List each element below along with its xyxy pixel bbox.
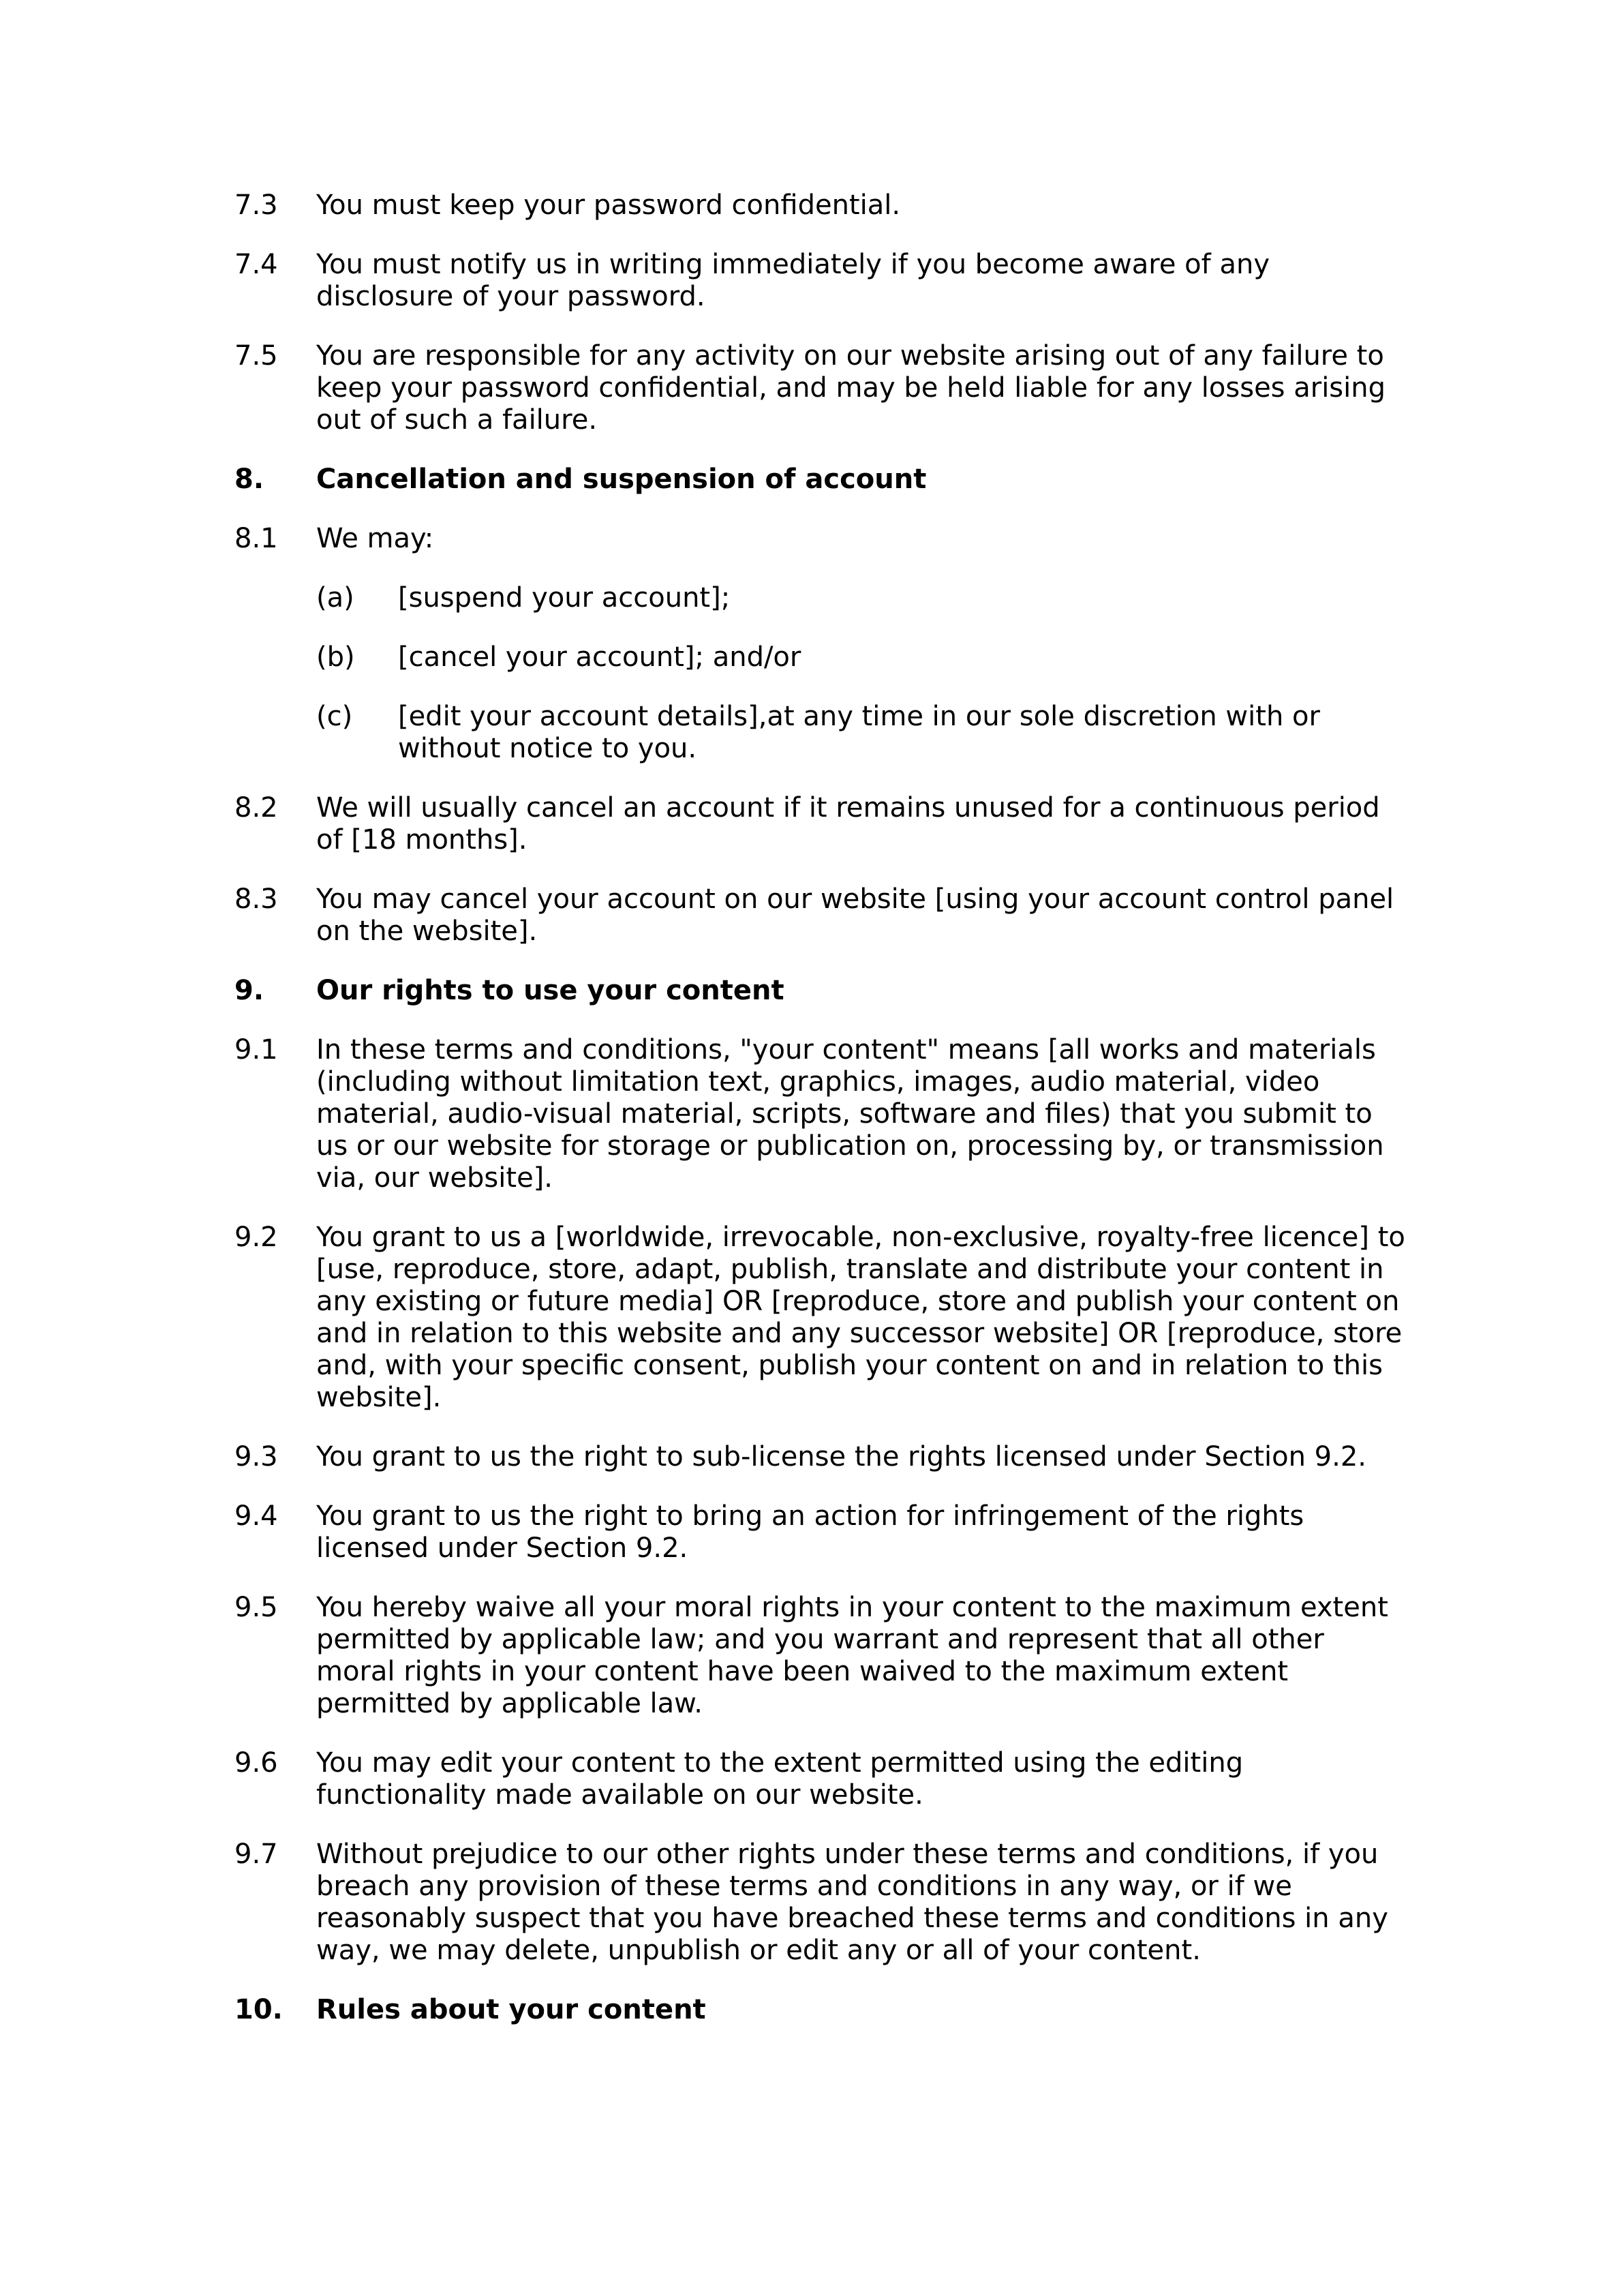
clause-number: 9.7 [234,1839,278,1870]
section-title: Rules about your content [316,1994,706,2025]
clause-9-4 [234,1500,1407,1565]
subclause-letter: (a) [316,582,354,614]
clause-number: 7.4 [234,249,278,280]
clause-text: You must keep your password confidential. [316,190,901,221]
clause-text: You are responsible for any activity on our website arising out of any failure to keep your password confidential, and may be held liable for any losses arising out of such a failure. [316,340,1386,436]
section-number: 9. [234,975,264,1006]
clause-number: 9.2 [234,1222,278,1253]
clause-number: 9.1 [234,1034,278,1066]
clause-text: You grant to us the right to bring an action for infringement of the rights licensed under Section 9.2. [316,1500,1304,1564]
clause-9-7 [234,1839,1407,1967]
document-page [234,190,1407,2053]
clause-text: You grant to us a [worldwide, irrevocable, non-exclusive, royalty-free licence] to [use, reproduce, store, adapt, publish, translate and distribute your content in any existing or future media] OR [reproduce, store and publish your content on and in relation to this website and any successor website] OR [reproduce, store and, with your specific consent, publish your content on and in relation to this website]. [316,1222,1405,1413]
clause-text: You may cancel your account on our website [using your account control panel on the website]. [316,883,1394,947]
clause-number: 8.3 [234,883,278,915]
subclause-text: [suspend your account]; [398,582,731,614]
subclause-c [316,701,1407,765]
clause-8-2 [234,792,1407,856]
clause-number: 8.2 [234,792,278,824]
section-title: Our rights to use your content [316,975,784,1006]
clause-9-2 [234,1222,1407,1414]
subclause-text: [cancel your account]; and/or [398,641,801,673]
clause-text: You grant to us the right to sub-license the rights licensed under Section 9.2. [316,1441,1366,1472]
clause-number: 7.5 [234,340,278,372]
subclause-text: [edit your account details],at any time in our sole discretion with or without notice to you. [398,701,1320,764]
subclause-letter: (b) [316,641,355,673]
subclause-letter: (c) [316,701,353,732]
subclause-a [316,582,1407,614]
section-number: 10. [234,1994,283,2025]
clause-9-6 [234,1747,1407,1811]
clause-number: 9.5 [234,1592,278,1623]
clause-9-5 [234,1592,1407,1720]
clause-7-4 [234,249,1407,313]
clause-number: 9.3 [234,1441,278,1472]
clause-number: 9.6 [234,1747,278,1779]
clause-9-3 [234,1441,1407,1473]
clause-number: 8.1 [234,523,278,554]
section-number: 8. [234,464,264,495]
section-heading-8 [234,464,1407,496]
section-heading-9 [234,975,1407,1007]
clause-text: Without prejudice to our other rights under these terms and conditions, if you breach any provision of these terms and conditions in any way, or if we reasonably suspect that you have breached these terms and conditions in any way, we may delete, unpublish or edit any or all of your content. [316,1839,1388,1966]
clause-text: You hereby waive all your moral rights in your content to the maximum extent permitted by applicable law; and you warrant and represent that all other moral rights in your content have been waived to the maximum extent permitted by applicable law. [316,1592,1388,1719]
clause-8-3 [234,883,1407,948]
section-title: Cancellation and suspension of account [316,464,927,495]
clause-7-3 [234,190,1407,222]
subclause-b [316,641,1407,674]
clause-text: We will usually cancel an account if it remains unused for a continuous period of [18 months]. [316,792,1380,856]
clause-text: In these terms and conditions, "your content" means [all works and materials (including without limitation text, graphics, images, audio material, video material, audio-visual material, scripts, software and files) that you submit to us or our website for storage or publication on, processing by, or transmission via, our website]. [316,1034,1384,1194]
clause-number: 7.3 [234,190,278,221]
clause-text: You may edit your content to the extent permitted using the editing functionality made available on our website. [316,1747,1244,1811]
clause-text: We may: [316,523,434,554]
clause-7-5 [234,340,1407,436]
clause-9-1 [234,1034,1407,1194]
clause-text: You must notify us in writing immediately if you become aware of any disclosure of your password. [316,249,1270,312]
clause-8-1 [234,523,1407,555]
clause-number: 9.4 [234,1500,278,1532]
section-heading-10 [234,1994,1407,2026]
